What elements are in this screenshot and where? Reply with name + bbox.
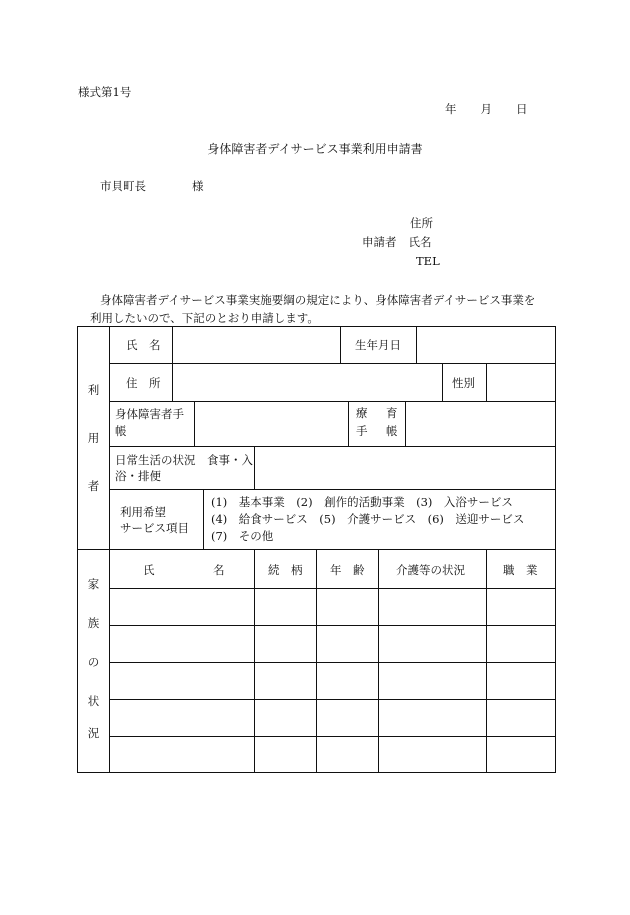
family-side-char-2: 族 xyxy=(87,616,100,630)
techo-char-1: 手 xyxy=(356,424,368,438)
form-number: 様式第1号 xyxy=(78,85,132,99)
user-side-char-2: 用 xyxy=(87,431,100,445)
user-handbook-label: 身体障害者手帳 xyxy=(115,407,184,438)
intro-text-line-2: 利用したいので、下記のとおり申請します。 xyxy=(90,311,319,325)
service-label-2: サービス項目 xyxy=(120,521,189,535)
user-name-label: 氏 名 xyxy=(126,338,161,352)
addressee xyxy=(100,180,204,194)
service-options-line-3: (7) その他 xyxy=(211,529,274,543)
family-col-job: 職 業 xyxy=(503,563,538,577)
family-col-name-2: 名 xyxy=(213,563,225,577)
addressee-name: 市貝町長 xyxy=(100,179,146,193)
service-options-line-1: (1) 基本事業 (2) 創作的活動事業 (3) 入浴サービス xyxy=(211,495,513,509)
family-side-char-1: 家 xyxy=(87,577,100,591)
applicant-tel-label: TEL xyxy=(416,254,440,268)
family-side-char-4: 状 xyxy=(87,694,100,708)
family-col-relation: 続 柄 xyxy=(268,563,303,577)
date-year-label: 年 xyxy=(445,102,457,116)
date-line xyxy=(445,103,528,117)
ryoiku-char-2: 育 xyxy=(386,406,398,420)
date-day-label: 日 xyxy=(516,102,528,116)
service-options-line-2: (4) 給食サービス (5) 介護サービス (6) 送迎サービス xyxy=(211,512,525,526)
user-side-char-3: 者 xyxy=(87,479,100,493)
ryoiku-char-1: 療 xyxy=(356,406,368,420)
user-side-char-1: 利 xyxy=(87,383,100,397)
user-birthdate-label: 生年月日 xyxy=(355,338,401,352)
user-gender-label: 性別 xyxy=(452,376,475,390)
family-col-name-1: 氏 xyxy=(143,563,155,577)
applicant-address-label: 住所 xyxy=(410,216,433,230)
user-address-label: 住 所 xyxy=(126,376,161,390)
document-title: 身体障害者デイサービス事業利用申請書 xyxy=(207,142,423,156)
family-col-care: 介護等の状況 xyxy=(396,563,465,577)
family-side-char-3: の xyxy=(87,655,100,669)
addressee-suffix: 様 xyxy=(192,179,204,193)
user-daily-life-label: 日常生活の状況 食事・入浴・排便 xyxy=(115,453,253,483)
applicant-name-row xyxy=(362,236,432,250)
techo-char-2: 帳 xyxy=(386,424,398,438)
applicant-name-label: 氏名 xyxy=(408,235,432,249)
date-month-label: 月 xyxy=(480,102,492,116)
family-col-age: 年 齢 xyxy=(330,563,365,577)
service-label-1: 利用希望 xyxy=(120,505,166,519)
intro-text-line-1: 身体障害者デイサービス事業実施要綱の規定により、身体障害者デイサービス事業を xyxy=(100,293,536,307)
applicant-label: 申請者 xyxy=(362,235,397,249)
family-side-char-5: 況 xyxy=(87,726,100,740)
